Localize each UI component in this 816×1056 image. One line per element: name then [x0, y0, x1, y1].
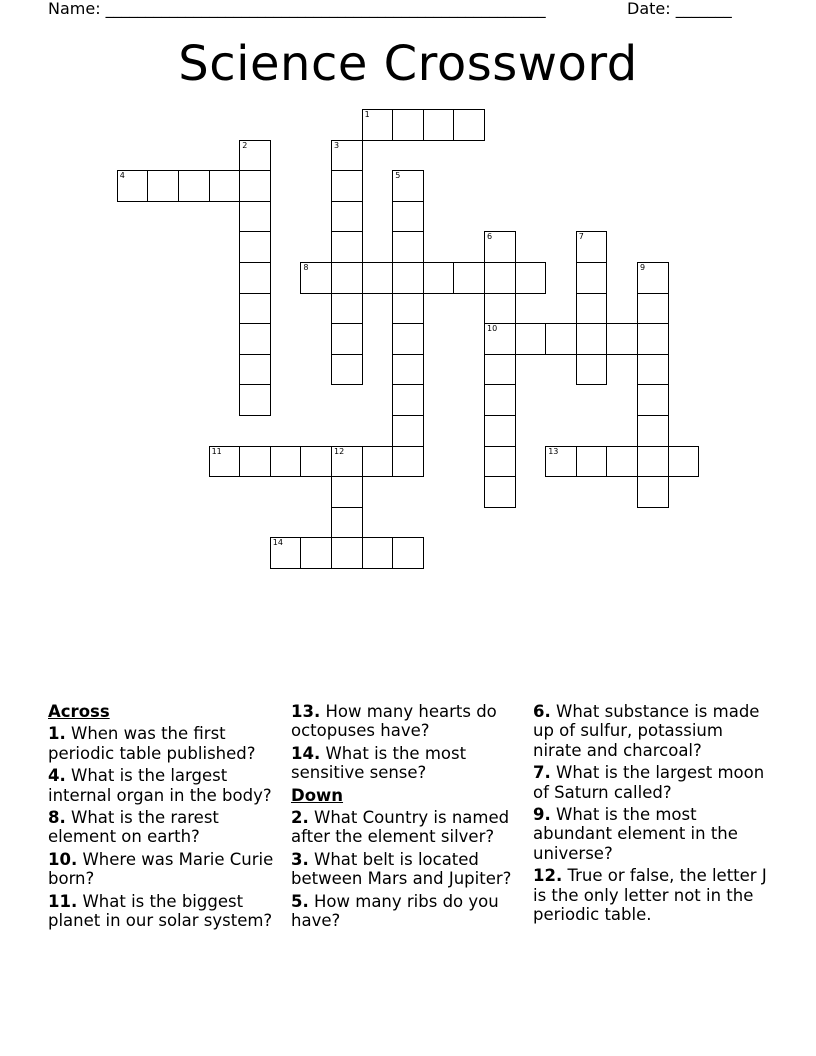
- name-field-label: Name: _______________________________________________________: [48, 0, 546, 18]
- cell-number: 14: [272, 538, 283, 548]
- crossword-cell[interactable]: [606, 446, 638, 478]
- across-heading: Across: [48, 702, 110, 721]
- cell-number: 3: [334, 140, 340, 150]
- crossword-cell[interactable]: [331, 537, 363, 569]
- crossword-cell[interactable]: [331, 476, 363, 508]
- crossword-cell[interactable]: [392, 231, 424, 263]
- crossword-cell[interactable]: [209, 170, 241, 202]
- cell-number: 6: [487, 232, 493, 242]
- crossword-cell[interactable]: [423, 262, 455, 294]
- crossword-cell[interactable]: [637, 446, 669, 478]
- crossword-cell[interactable]: [453, 262, 485, 294]
- crossword-cell[interactable]: [362, 446, 394, 478]
- crossword-cell[interactable]: [331, 140, 363, 172]
- clues-column-1: [48, 702, 288, 933]
- clue-down: 9. What is the most abundant element in the universe?: [533, 805, 738, 863]
- cell-number: 12: [334, 446, 345, 456]
- crossword-cell[interactable]: [423, 109, 455, 141]
- clue-across: 11. What is the biggest planet in our solar system?: [48, 891, 273, 931]
- crossword-cell[interactable]: [239, 293, 271, 325]
- crossword-cell[interactable]: [637, 323, 669, 355]
- cell-number: 2: [242, 140, 248, 150]
- clue-across: 8. What is the rarest element on earth?: [48, 808, 219, 847]
- crossword-cell[interactable]: [270, 537, 302, 569]
- cell-number: 5: [395, 171, 401, 181]
- crossword-cell[interactable]: [576, 231, 608, 263]
- crossword-cell[interactable]: [484, 323, 516, 355]
- clues-column-3: [533, 702, 773, 927]
- clue-down: 2. What Country is named after the element silver?: [291, 808, 510, 847]
- crossword-cell[interactable]: [239, 262, 271, 294]
- crossword-cell[interactable]: [606, 323, 638, 355]
- crossword-cell[interactable]: [331, 201, 363, 233]
- clue-across: 4. What is the largest internal organ in the body?: [48, 766, 272, 805]
- crossword-cell[interactable]: [239, 446, 271, 478]
- crossword-cell[interactable]: [484, 231, 516, 263]
- crossword-cell[interactable]: [300, 446, 332, 478]
- crossword-cell[interactable]: [117, 170, 149, 202]
- cell-number: 8: [303, 263, 309, 272]
- crossword-cell[interactable]: [147, 170, 179, 202]
- clue-across: 1. When was the first periodic table published?: [48, 724, 256, 763]
- crossword-cell[interactable]: [209, 446, 241, 478]
- crossword-cell[interactable]: [331, 293, 363, 325]
- crossword-cell[interactable]: [484, 262, 516, 294]
- crossword-cell[interactable]: [239, 384, 271, 416]
- crossword-cell[interactable]: [392, 170, 424, 202]
- crossword-cell[interactable]: [392, 384, 424, 416]
- crossword-cell[interactable]: [331, 354, 363, 386]
- cell-number: 10: [487, 324, 498, 334]
- crossword-cell[interactable]: [392, 109, 424, 141]
- crossword-cell[interactable]: [392, 354, 424, 386]
- crossword-cell[interactable]: [576, 262, 608, 294]
- clue-across: 13. How many hearts do octopuses have?: [291, 702, 497, 741]
- page-title: Science Crossword: [178, 36, 638, 92]
- cell-number: 1: [364, 110, 370, 119]
- crossword-cell[interactable]: [362, 109, 394, 141]
- clue-down: 3. What belt is located between Mars and Jupiter?: [291, 849, 512, 889]
- crossword-cell[interactable]: [239, 140, 271, 172]
- crossword-cell[interactable]: [576, 446, 608, 478]
- cell-number: 13: [548, 446, 559, 456]
- clue-down: 5. How many ribs do you have?: [291, 891, 499, 931]
- cell-number: 11: [211, 446, 222, 456]
- crossword-cell[interactable]: [576, 323, 608, 355]
- date-field-label: Date: _______: [627, 0, 732, 18]
- crossword-cell[interactable]: [484, 354, 516, 386]
- crossword-cell[interactable]: [392, 323, 424, 355]
- crossword-cell[interactable]: [515, 323, 547, 355]
- cell-number: 9: [640, 263, 646, 272]
- crossword-cell[interactable]: [331, 170, 363, 202]
- clue-down: 6. What substance is made up of sulfur, potassium nirate and charcoal?: [533, 702, 760, 760]
- clue-down: 7. What is the largest moon of Saturn called?: [533, 763, 765, 802]
- crossword-cell[interactable]: [392, 446, 424, 478]
- crossword-cell[interactable]: [637, 415, 669, 447]
- crossword-cell[interactable]: [484, 476, 516, 508]
- crossword-cell[interactable]: [484, 384, 516, 416]
- crossword-cell[interactable]: [637, 262, 669, 294]
- crossword-cell[interactable]: [668, 446, 700, 478]
- crossword-cell[interactable]: [484, 446, 516, 478]
- crossword-cell[interactable]: [545, 323, 577, 355]
- crossword-cell[interactable]: [239, 170, 271, 202]
- cell-number: 4: [119, 171, 125, 181]
- crossword-cell[interactable]: [637, 384, 669, 416]
- clues-column-2: [291, 702, 531, 933]
- crossword-cell[interactable]: [362, 537, 394, 569]
- crossword-cell[interactable]: [576, 293, 608, 325]
- crossword-cell[interactable]: [515, 262, 547, 294]
- crossword-cell[interactable]: [270, 446, 302, 478]
- crossword-cell[interactable]: [331, 262, 363, 294]
- down-heading: Down: [291, 785, 344, 805]
- crossword-cell[interactable]: [331, 231, 363, 263]
- crossword-cell[interactable]: [484, 293, 516, 325]
- crossword-cell[interactable]: [331, 323, 363, 355]
- crossword-cell[interactable]: [331, 446, 363, 478]
- crossword-cell[interactable]: [392, 201, 424, 233]
- crossword-cell[interactable]: [239, 323, 271, 355]
- crossword-cell[interactable]: [576, 354, 608, 386]
- crossword-cell[interactable]: [239, 231, 271, 263]
- clue-across: 10. Where was Marie Curie born?: [48, 849, 274, 889]
- crossword-cell[interactable]: [239, 354, 271, 386]
- clue-across: 14. What is the most sensitive sense?: [291, 743, 467, 783]
- clue-down: 12. True or false, the letter J is the only letter not in the periodic table.: [533, 866, 767, 925]
- crossword-cell[interactable]: [637, 354, 669, 386]
- crossword-cell[interactable]: [392, 293, 424, 325]
- crossword-cell[interactable]: [637, 293, 669, 325]
- crossword-cell[interactable]: [362, 262, 394, 294]
- crossword-cell[interactable]: [178, 170, 210, 202]
- crossword-cell[interactable]: [453, 109, 485, 141]
- crossword-cell[interactable]: [545, 446, 577, 478]
- crossword-cell[interactable]: [392, 262, 424, 294]
- crossword-cell[interactable]: [637, 476, 669, 508]
- crossword-cell[interactable]: [300, 262, 332, 294]
- crossword-cell[interactable]: [300, 537, 332, 569]
- crossword-cell[interactable]: [239, 201, 271, 233]
- crossword-cell[interactable]: [331, 507, 363, 539]
- crossword-cell[interactable]: [392, 415, 424, 447]
- cell-number: 7: [578, 232, 584, 242]
- crossword-cell[interactable]: [484, 415, 516, 447]
- crossword-cell[interactable]: [392, 537, 424, 569]
